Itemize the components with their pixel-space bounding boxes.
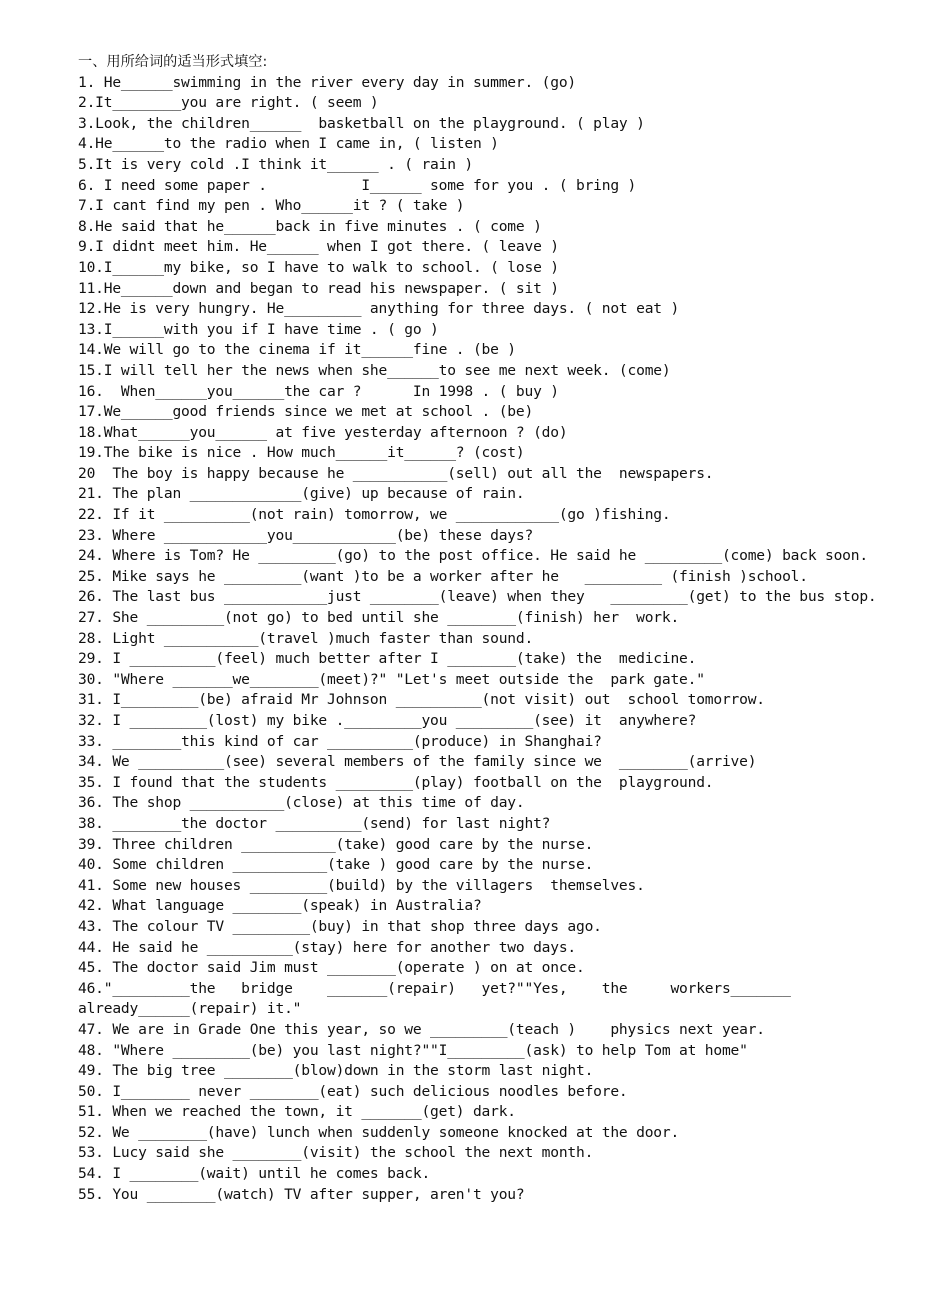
exercise-line: 49. The big tree ________(blow)down in the storm last night. [78, 1062, 594, 1080]
exercise-line: 9.I didnt meet him. He______ when I got there. ( leave ) [78, 238, 559, 256]
exercise-line: 21. The plan _____________(give) up because of rain. [78, 485, 525, 503]
exercise-line: 24. Where is Tom? He _________(go) to the post office. He said he _________(come) back soon. [78, 547, 868, 565]
exercise-line: 6. I need some paper . I______ some for you . ( bring ) [78, 176, 637, 194]
exercise-line: 7.I cant find my pen . Who______it ? ( take ) [78, 197, 465, 215]
exercise-line: 54. I ________(wait) until he comes back. [78, 1165, 431, 1183]
exercise-line: 38. ________the doctor __________(send) for last night? [78, 814, 551, 832]
exercise-line: 33. ________this kind of car __________(produce) in Shanghai? [78, 732, 602, 750]
exercise-line: 26. The last bus ____________just ________(leave) when they _________(get) to the bus stop. [78, 588, 877, 606]
exercise-line: 28. Light ___________(travel )much faster than sound. [78, 629, 534, 647]
exercise-line: 52. We ________(have) lunch when suddenly someone knocked at the door. [78, 1123, 680, 1141]
exercise-line: 35. I found that the students _________(play) football on the playground. [78, 773, 714, 791]
exercise-line: 50. I________ never ________(eat) such delicious noodles before. [78, 1082, 628, 1100]
exercise-line: 42. What language ________(speak) in Australia? [78, 897, 482, 915]
exercise-line: 16. When______you______the car ? In 1998 . ( buy ) [78, 382, 559, 400]
exercise-line: 18.What______you______ at five yesterday afternoon ? (do) [78, 423, 568, 441]
exercise-line: 20 The boy is happy because he ___________(sell) out all the newspapers. [78, 464, 714, 482]
exercise-line: 4.He______to the radio when I came in, ( listen ) [78, 135, 499, 153]
exercise-line: 22. If it __________(not rain) tomorrow, we ____________(go )fishing. [78, 506, 671, 524]
exercise-line: 43. The colour TV _________(buy) in that shop three days ago. [78, 917, 602, 935]
exercise-line: 31. I_________(be) afraid Mr Johnson __________(not visit) out school tomorrow. [78, 691, 765, 709]
exercise-line: 40. Some children ___________(take ) good care by the nurse. [78, 856, 594, 874]
exercise-line: 30. "Where _______we________(meet)?" "Let's meet outside the park gate." [78, 670, 705, 688]
exercise-line: 25. Mike says he _________(want )to be a worker after he _________ (finish )school. [78, 567, 808, 585]
exercise-line: 48. "Where _________(be) you last night?""I_________(ask) to help Tom at home" [78, 1041, 748, 1059]
exercise-line: 14.We will go to the cinema if it______fine . (be ) [78, 341, 516, 359]
exercise-line: 13.I______with you if I have time . ( go ) [78, 320, 439, 338]
exercise-line: 36. The shop ___________(close) at this time of day. [78, 794, 525, 812]
exercise-line: 44. He said he __________(stay) here for another two days. [78, 938, 576, 956]
exercise-line: 55. You ________(watch) TV after supper, aren't you? [78, 1185, 525, 1203]
exercise-line: 12.He is very hungry. He_________ anything for three days. ( not eat ) [78, 300, 680, 318]
exercise-line: 17.We______good friends since we met at school . (be) [78, 403, 534, 421]
exercise-line: 8.He said that he______back in five minutes . ( come ) [78, 217, 542, 235]
exercise-line: 53. Lucy said she ________(visit) the school the next month. [78, 1144, 594, 1162]
exercise-line: 23. Where ____________you____________(be) these days? [78, 526, 534, 544]
exercise-line: 46."_________the bridge _______(repair) yet?""Yes, the workers_______ [78, 979, 791, 997]
exercise-line: 41. Some new houses _________(build) by the villagers themselves. [78, 876, 645, 894]
worksheet-title: 一、用所给词的适当形式填空: [78, 54, 268, 70]
worksheet [78, 52, 938, 1205]
exercise-line: 10.I______my bike, so I have to walk to school. ( lose ) [78, 258, 559, 276]
exercise-line: 11.He______down and began to read his newspaper. ( sit ) [78, 279, 559, 297]
exercise-line: 19.The bike is nice . How much______it______? (cost) [78, 444, 525, 462]
exercise-line: 29. I __________(feel) much better after I ________(take) the medicine. [78, 650, 697, 668]
exercise-line: 27. She _________(not go) to bed until she ________(finish) her work. [78, 609, 680, 627]
exercise-line: 32. I _________(lost) my bike ._________you _________(see) it anywhere? [78, 712, 697, 729]
exercise-line: 15.I will tell her the news when she______to see me next week. (come) [78, 361, 671, 379]
exercise-line: 39. Three children ___________(take) good care by the nurse. [78, 835, 594, 853]
exercise-line: 5.It is very cold .I think it______ . ( rain ) [78, 155, 473, 173]
exercise-line: 51. When we reached the town, it _______(get) dark. [78, 1103, 516, 1121]
exercise-list [78, 73, 938, 1206]
exercise-line: 45. The doctor said Jim must ________(operate ) on at once. [78, 959, 585, 977]
exercise-line: 2.It________you are right. ( seem ) [78, 94, 379, 112]
exercise-line: 47. We are in Grade One this year, so we _________(teach ) physics next year. [78, 1020, 765, 1038]
exercise-line: 1. He______swimming in the river every day in summer. (go) [78, 73, 576, 91]
exercise-line: already______(repair) it." [78, 1000, 302, 1018]
exercise-line: 34. We __________(see) several members of the family since we ________(arrive) [78, 753, 757, 771]
exercise-line: 3.Look, the children______ basketball on the playground. ( play ) [78, 114, 645, 132]
